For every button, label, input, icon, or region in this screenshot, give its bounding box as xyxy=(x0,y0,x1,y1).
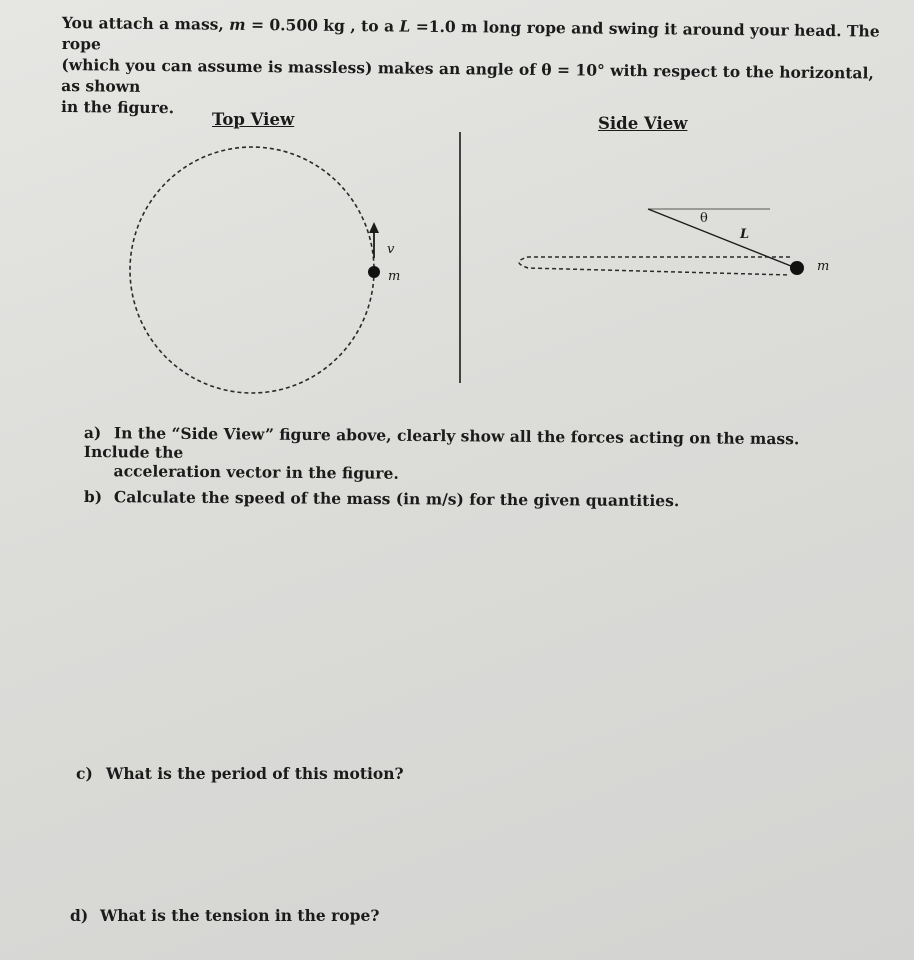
question-a xyxy=(84,423,864,487)
theta-label: θ xyxy=(700,211,708,226)
top-view-circle-path xyxy=(130,147,374,393)
mass-symbol: m xyxy=(229,14,246,34)
top-view-v-label: v xyxy=(387,242,395,257)
question-b-text: Calculate the speed of the mass (in m/s) for the given quantities. xyxy=(113,487,680,511)
question-a-text-2: acceleration vector in the figure. xyxy=(113,461,399,483)
intro-text: =1.0 m long rope and swing it around your head. The rope xyxy=(61,16,880,54)
intro-text: You attach a mass, xyxy=(61,12,230,34)
question-b-label: b) xyxy=(83,487,103,507)
side-view-m-label: m xyxy=(817,259,830,274)
rope-length-label: L xyxy=(740,227,750,242)
question-c-label: c) xyxy=(76,764,93,783)
top-view-title: Top View xyxy=(212,110,295,129)
question-d-text: What is the tension in the rope? xyxy=(100,906,380,925)
rope-line xyxy=(648,209,796,268)
top-view-mass xyxy=(368,266,380,278)
intro-text: = 0.500 kg , to a xyxy=(245,14,400,36)
side-view-mass xyxy=(790,261,804,275)
side-view-title: Side View xyxy=(598,114,688,133)
intro-line-3: in the figure. xyxy=(60,96,175,118)
side-view-orbit-path xyxy=(519,257,790,275)
question-d xyxy=(70,906,379,925)
question-a-text-1: In the “Side View” figure above, clearly show all the forces acting on the mass. Include the xyxy=(83,423,800,462)
question-c-text: What is the period of this motion? xyxy=(106,764,404,783)
question-c xyxy=(76,764,404,783)
length-symbol: L xyxy=(399,16,411,36)
question-d-label: d) xyxy=(70,906,89,925)
question-a-label: a) xyxy=(83,423,102,443)
top-view-m-label: m xyxy=(388,269,401,284)
velocity-arrowhead xyxy=(369,222,379,233)
intro-line-2: (which you can assume is massless) makes an angle of θ = 10° with respect to the horizontal, as shown xyxy=(61,54,874,96)
